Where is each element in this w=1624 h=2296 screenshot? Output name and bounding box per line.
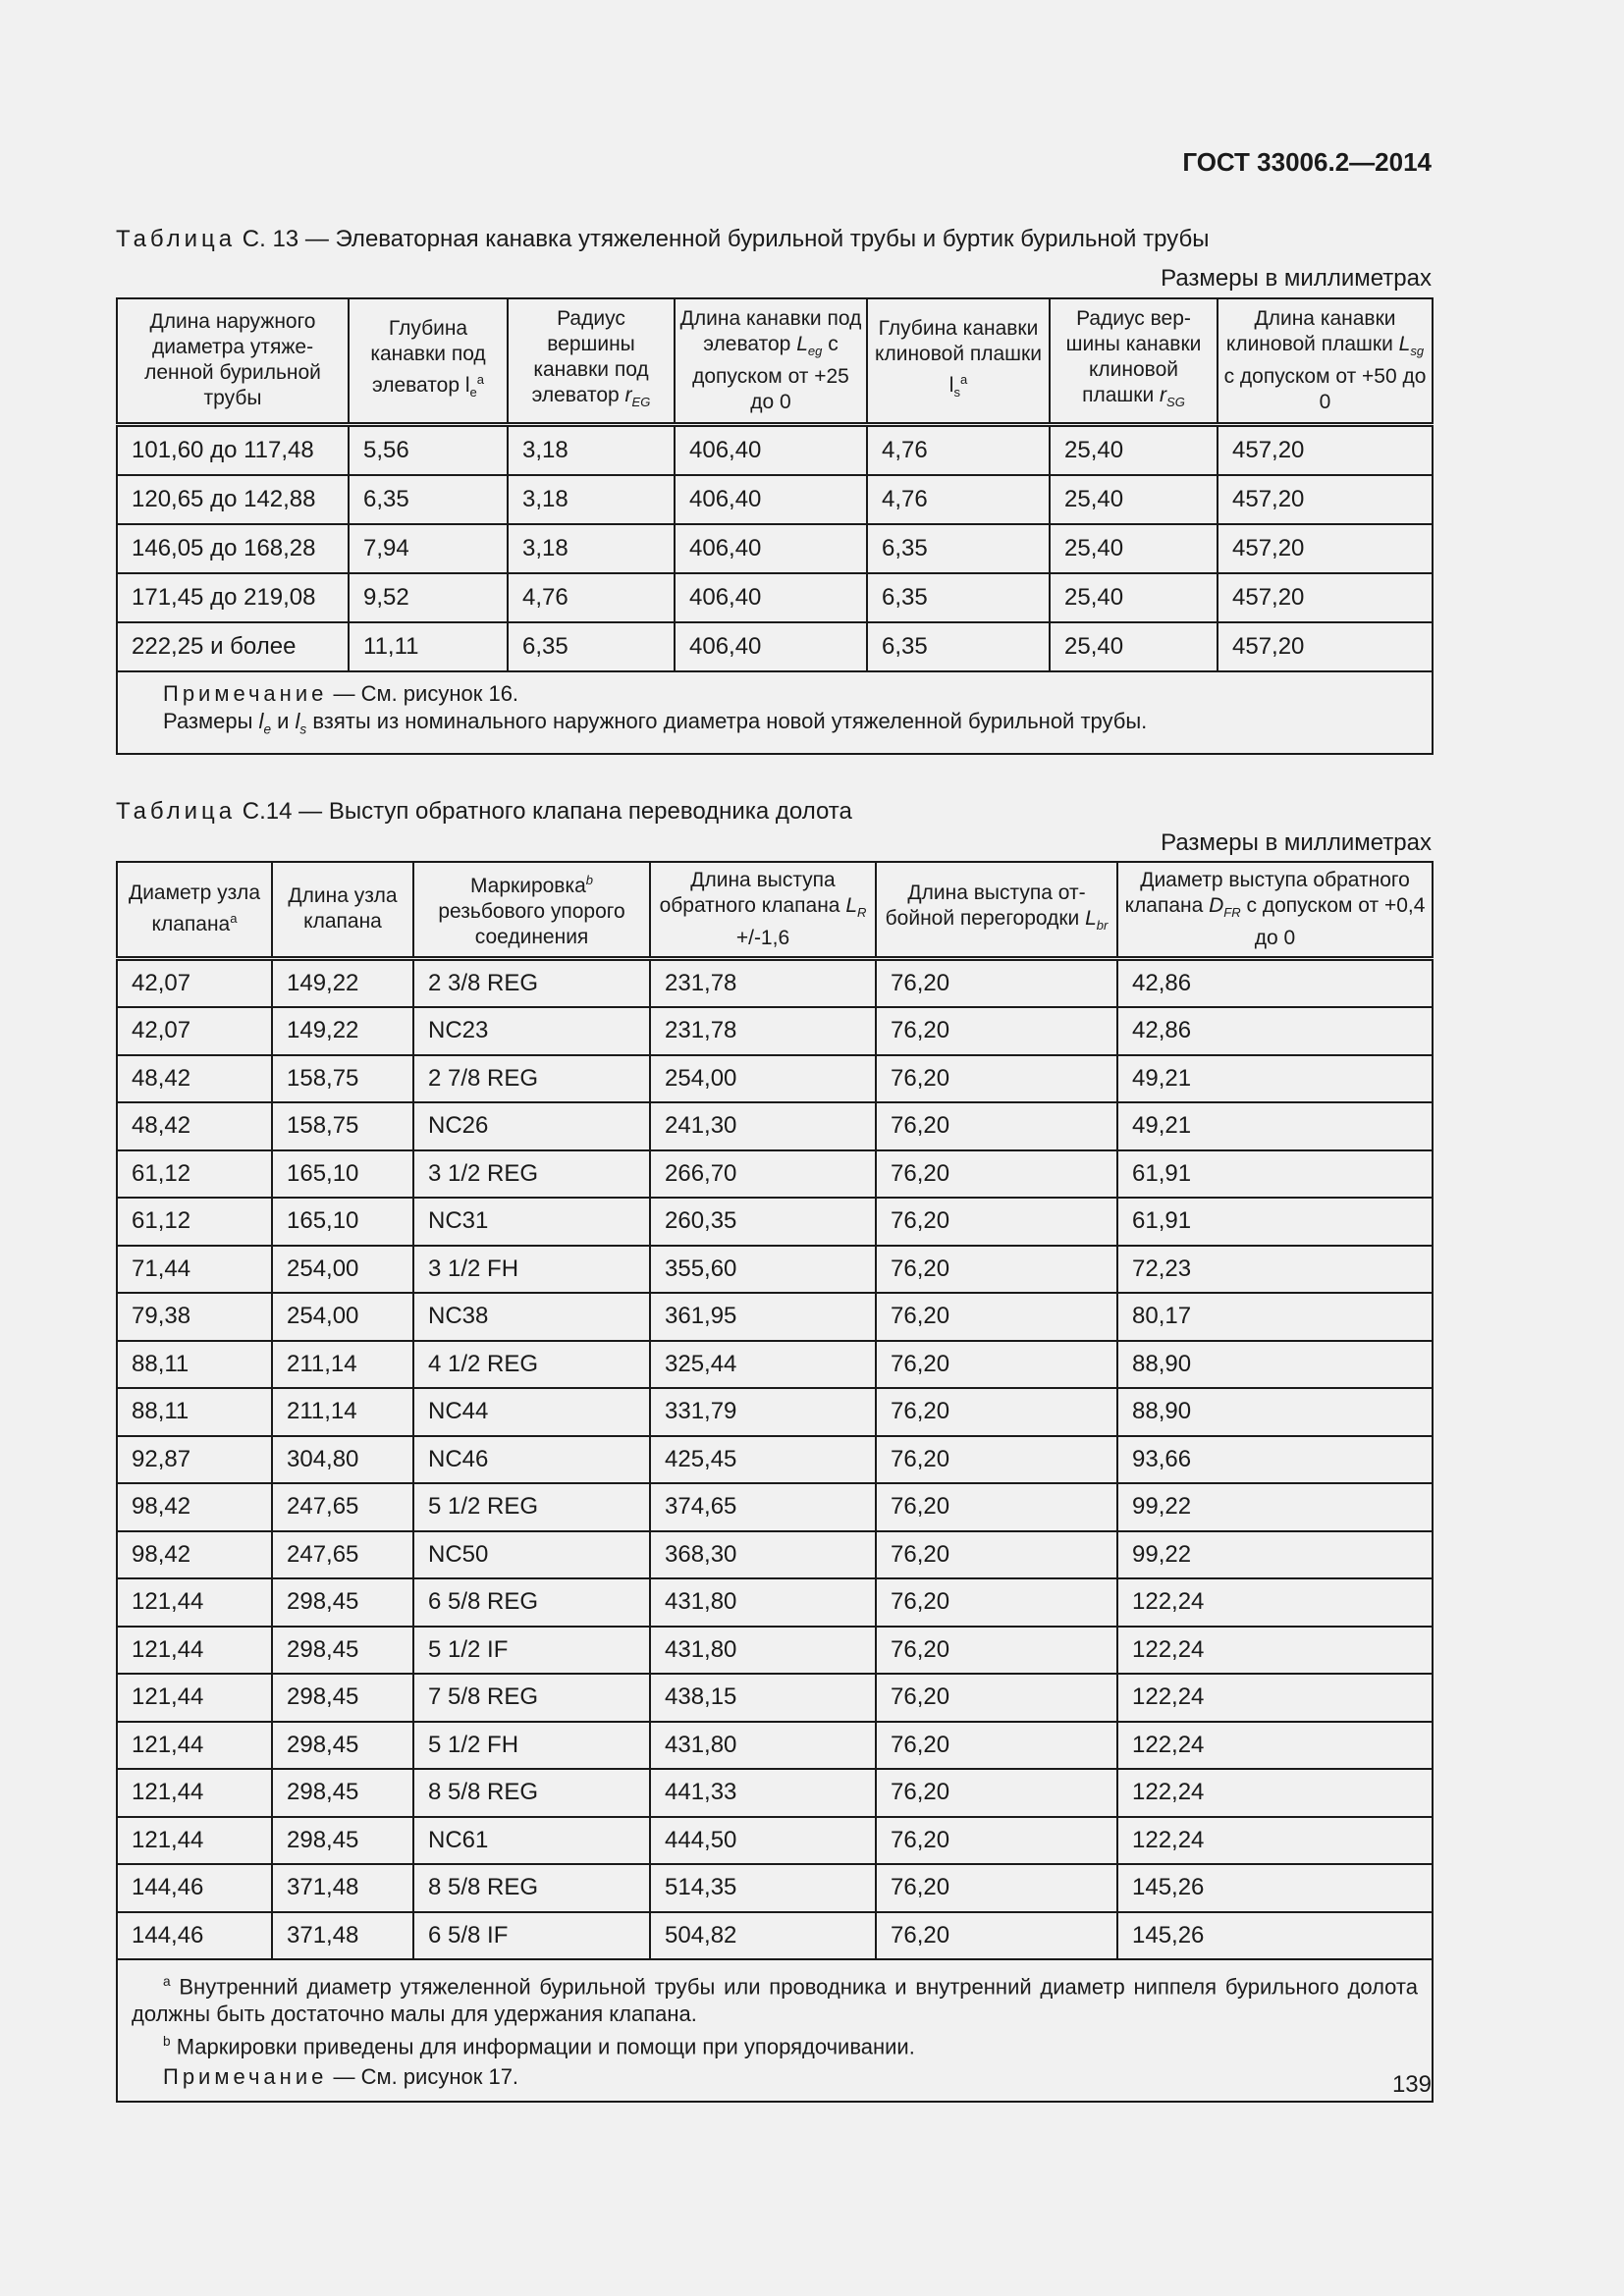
- table14-cell: 145,26: [1117, 1912, 1433, 1960]
- table13-caption: [116, 226, 1432, 253]
- table13-cell: 457,20: [1218, 622, 1433, 671]
- table14-row: [117, 1293, 1433, 1341]
- table14-cell: NC38: [413, 1293, 650, 1341]
- table13-cell: 4,76: [867, 424, 1050, 475]
- table14-cell: 80,17: [1117, 1293, 1433, 1341]
- table14-cell: 76,20: [876, 1102, 1117, 1150]
- table14-cell: NC44: [413, 1388, 650, 1436]
- table14-cell: 371,48: [272, 1864, 413, 1912]
- table13-cell: 25,40: [1050, 573, 1218, 622]
- table14-cell: 76,20: [876, 1436, 1117, 1484]
- table14-cell: 122,24: [1117, 1722, 1433, 1770]
- table14-cell: 76,20: [876, 958, 1117, 1007]
- table14-cell: 79,38: [117, 1293, 272, 1341]
- table13-cell: 3,18: [508, 475, 675, 524]
- table14-cell: 49,21: [1117, 1055, 1433, 1103]
- table14-row: [117, 1436, 1433, 1484]
- table14-row: [117, 1246, 1433, 1294]
- table14-cell: 76,20: [876, 1722, 1117, 1770]
- table14-cell: 76,20: [876, 1198, 1117, 1246]
- table14-cell: 7 5/8 REG: [413, 1674, 650, 1722]
- table13-cell: 457,20: [1218, 424, 1433, 475]
- table14-note-row: [117, 1959, 1433, 2102]
- table14-row: [117, 1055, 1433, 1103]
- table13-cell: 406,40: [675, 622, 867, 671]
- table14-header-row: [117, 862, 1433, 958]
- table14-cell: 76,20: [876, 1341, 1117, 1389]
- table14-cell: 438,15: [650, 1674, 876, 1722]
- table14-label: Таблица: [116, 798, 237, 825]
- table14-cell: 88,11: [117, 1341, 272, 1389]
- table14-title: С.14 — Выступ обратного клапана переводника долота: [242, 798, 852, 825]
- table14-header-cell: Диаметр узла клапана$^a$: [117, 862, 272, 958]
- table14-cell: 149,22: [272, 958, 413, 1007]
- table14-header-cell: Длина выступа отбойной перегородки $L_{br}$: [876, 862, 1117, 958]
- table14-cell: 122,24: [1117, 1817, 1433, 1865]
- table14-cell: NC23: [413, 1007, 650, 1055]
- table13-cell: 406,40: [675, 424, 867, 475]
- table14-cell: 441,33: [650, 1769, 876, 1817]
- table14-cell: 325,44: [650, 1341, 876, 1389]
- table14-cell: 298,45: [272, 1722, 413, 1770]
- table13-cell: 146,05 до 168,28: [117, 524, 349, 573]
- table13-row: [117, 524, 1433, 573]
- table14-note-line: Примечание — См. рисунок 17.: [163, 2063, 519, 2089]
- table14-cell: 76,20: [876, 1627, 1117, 1675]
- table13-cell: 3,18: [508, 524, 675, 573]
- table14-caption: [116, 798, 1432, 826]
- table14-cell: 48,42: [117, 1055, 272, 1103]
- table14-header-cell: Длина выступа обратного клапана $L_R +/-1,6$: [650, 862, 876, 958]
- table13-row: [117, 622, 1433, 671]
- table14-row: [117, 1531, 1433, 1579]
- table13-cell: 406,40: [675, 573, 867, 622]
- table14-row: [117, 1912, 1433, 1960]
- table13-cell: 6,35: [867, 573, 1050, 622]
- table14-cell: 298,45: [272, 1578, 413, 1627]
- table14-cell: 121,44: [117, 1627, 272, 1675]
- table13-header-cell: Длина канавки под элеватор $L_{eg}$ с допуском от +25 до 0: [675, 298, 867, 424]
- table14-header-cell: Диаметр выступа обратного клапана $D_{FR}$ с допуском от +0,4 до 0: [1117, 862, 1433, 958]
- table14-row: [117, 1817, 1433, 1865]
- table14-cell: 5 1/2 REG: [413, 1483, 650, 1531]
- table14-row: [117, 1341, 1433, 1389]
- table14-cell: 88,90: [1117, 1388, 1433, 1436]
- table14-cell: 76,20: [876, 1388, 1117, 1436]
- table14-cell: 76,20: [876, 1483, 1117, 1531]
- table14-cell: 241,30: [650, 1102, 876, 1150]
- table14-cell: 149,22: [272, 1007, 413, 1055]
- table14-cell: 260,35: [650, 1198, 876, 1246]
- table14-cell: 431,80: [650, 1722, 876, 1770]
- table13-cell: 25,40: [1050, 475, 1218, 524]
- table14-row: [117, 1864, 1433, 1912]
- table13-cell: 101,60 до 117,48: [117, 424, 349, 475]
- table13-cell: 6,35: [349, 475, 508, 524]
- table14-cell: 61,12: [117, 1150, 272, 1199]
- table14-cell: 61,91: [1117, 1150, 1433, 1199]
- table14-cell: 144,46: [117, 1912, 272, 1960]
- table13-cell: 222,25 и более: [117, 622, 349, 671]
- table14-cell: 158,75: [272, 1102, 413, 1150]
- table14-cell: 76,20: [876, 1912, 1117, 1960]
- table14-cell: 4 1/2 REG: [413, 1341, 650, 1389]
- table14-cell: 42,07: [117, 1007, 272, 1055]
- table14-cell: 165,10: [272, 1150, 413, 1199]
- table14-cell: 331,79: [650, 1388, 876, 1436]
- table14-row: [117, 1674, 1433, 1722]
- table14-row: [117, 1769, 1433, 1817]
- table13-cell: 25,40: [1050, 622, 1218, 671]
- table14-cell: 371,48: [272, 1912, 413, 1960]
- table14-cell: 211,14: [272, 1341, 413, 1389]
- table13-header-cell: Радиус вершины канавки под элеватор $r_{EG}$: [508, 298, 675, 424]
- table14-cell: 3 1/2 FH: [413, 1246, 650, 1294]
- table14-row: [117, 1627, 1433, 1675]
- table14-cell: 247,65: [272, 1531, 413, 1579]
- table14-cell: NC61: [413, 1817, 650, 1865]
- table13-cell: 25,40: [1050, 424, 1218, 475]
- table13-cell: 6,35: [867, 524, 1050, 573]
- table14-cell: 6 5/8 REG: [413, 1578, 650, 1627]
- table13-row: [117, 573, 1433, 622]
- table13-cell: 406,40: [675, 524, 867, 573]
- table14-cell: 158,75: [272, 1055, 413, 1103]
- table13-cell: 5,56: [349, 424, 508, 475]
- table13-note-line: Размеры $l_e$ и $l_s$ взяты из номинального наружного диаметра новой утяжеленной бурильной трубы.: [163, 708, 1148, 736]
- table14-cell: 211,14: [272, 1388, 413, 1436]
- table13-body: [117, 424, 1433, 671]
- table14-cell: 88,11: [117, 1388, 272, 1436]
- table14-cell: 121,44: [117, 1578, 272, 1627]
- table13-label: Таблица: [116, 226, 237, 252]
- table14-cell: 6 5/8 IF: [413, 1912, 650, 1960]
- table14-cell: 122,24: [1117, 1578, 1433, 1627]
- table14-cell: 254,00: [272, 1293, 413, 1341]
- table13-cell: 3,18: [508, 424, 675, 475]
- table14-units: Размеры в миллиметрах: [1161, 829, 1432, 856]
- table13-header-cell: Глубина канавки клиновой плашки $l_s^a$: [867, 298, 1050, 424]
- table13-cell: 6,35: [508, 622, 675, 671]
- table13-cell: 120,65 до 142,88: [117, 475, 349, 524]
- table13-cell: 457,20: [1218, 524, 1433, 573]
- table14-row: [117, 1483, 1433, 1531]
- table14-cell: 121,44: [117, 1722, 272, 1770]
- table14-cell: 76,20: [876, 1150, 1117, 1199]
- table14-cell: 425,45: [650, 1436, 876, 1484]
- table13-note-line: Примечание — См. рисунок 16.: [163, 680, 519, 706]
- table14-cell: NC50: [413, 1531, 650, 1579]
- table14: [116, 861, 1434, 2103]
- table14-row: [117, 1578, 1433, 1627]
- table14-row: [117, 1198, 1433, 1246]
- table14-cell: 8 5/8 REG: [413, 1864, 650, 1912]
- table14-cell: 298,45: [272, 1627, 413, 1675]
- table14-cell: 2 3/8 REG: [413, 958, 650, 1007]
- table14-row: [117, 1388, 1433, 1436]
- table14-cell: 76,20: [876, 1007, 1117, 1055]
- table14-cell: 99,22: [1117, 1483, 1433, 1531]
- table14-cell: 76,20: [876, 1769, 1117, 1817]
- table13-cell: 9,52: [349, 573, 508, 622]
- table14-cell: 92,87: [117, 1436, 272, 1484]
- table14-cell: 48,42: [117, 1102, 272, 1150]
- table14-cell: 61,12: [117, 1198, 272, 1246]
- document-code: ГОСТ 33006.2—2014: [1182, 147, 1432, 177]
- table14-cell: 76,20: [876, 1674, 1117, 1722]
- table13-row: [117, 475, 1433, 524]
- table14-cell: 144,46: [117, 1864, 272, 1912]
- table14-cell: 122,24: [1117, 1674, 1433, 1722]
- table14-cell: 42,07: [117, 958, 272, 1007]
- table14-cell: 231,78: [650, 1007, 876, 1055]
- table14-footnote-a: $^a$ Внутренний диаметр утяжеленной бурильной трубы или проводника и внутренний диаметр ниппеля бурильного долота должны быть достаточно малы для удержания клапана.: [132, 1974, 1418, 2027]
- table13-units: Размеры в миллиметрах: [1161, 265, 1432, 292]
- table14-cell: 49,21: [1117, 1102, 1433, 1150]
- table14-cell: 368,30: [650, 1531, 876, 1579]
- table14-cell: 431,80: [650, 1578, 876, 1627]
- table13-cell: 457,20: [1218, 475, 1433, 524]
- table14-cell: 122,24: [1117, 1769, 1433, 1817]
- table14-cell: 42,86: [1117, 1007, 1433, 1055]
- table13-header-cell: Радиус вершины канавки клиновой плашки $r_{SG}$: [1050, 298, 1218, 424]
- table14-cell: 76,20: [876, 1817, 1117, 1865]
- table14-cell: 98,42: [117, 1531, 272, 1579]
- table14-cell: 121,44: [117, 1674, 272, 1722]
- table13-header-cell: Длина канавки клиновой плашки $L_{sg}$ с допуском от +50 до 0: [1218, 298, 1433, 424]
- table14-cell: 355,60: [650, 1246, 876, 1294]
- table14-row: [117, 1150, 1433, 1199]
- table14-cell: 5 1/2 IF: [413, 1627, 650, 1675]
- table14-cell: 3 1/2 REG: [413, 1150, 650, 1199]
- table13-cell: 6,35: [867, 622, 1050, 671]
- table14-cell: 431,80: [650, 1627, 876, 1675]
- table13: [116, 297, 1434, 755]
- table14-cell: 71,44: [117, 1246, 272, 1294]
- table13-cell: 11,11: [349, 622, 508, 671]
- table14-header-cell: Маркировка$^b$ резьбового упорого соединения: [413, 862, 650, 958]
- table14-cell: 98,42: [117, 1483, 272, 1531]
- table14-cell: 76,20: [876, 1055, 1117, 1103]
- table14-cell: 247,65: [272, 1483, 413, 1531]
- table14-cell: 76,20: [876, 1246, 1117, 1294]
- table14-cell: 76,20: [876, 1293, 1117, 1341]
- table14-cell: 374,65: [650, 1483, 876, 1531]
- table14-cell: 76,20: [876, 1864, 1117, 1912]
- table13-cell: 25,40: [1050, 524, 1218, 573]
- table13-note: [117, 671, 1433, 754]
- table14-cell: NC31: [413, 1198, 650, 1246]
- table14-header-cell: Длина узла клапана: [272, 862, 413, 958]
- table14-cell: 304,80: [272, 1436, 413, 1484]
- table14-cell: NC46: [413, 1436, 650, 1484]
- table13-cell: 406,40: [675, 475, 867, 524]
- table14-cell: 76,20: [876, 1578, 1117, 1627]
- table14-cell: 8 5/8 REG: [413, 1769, 650, 1817]
- table13-header-cell: Длина наружного диаметра утяжеленной бурильной трубы: [117, 298, 349, 424]
- table13-cell: 171,45 до 219,08: [117, 573, 349, 622]
- table14-cell: 298,45: [272, 1817, 413, 1865]
- table14-cell: NC26: [413, 1102, 650, 1150]
- table13-note-row: [117, 671, 1433, 754]
- table14-row: [117, 1722, 1433, 1770]
- table14-cell: 254,00: [650, 1055, 876, 1103]
- table14-cell: 121,44: [117, 1817, 272, 1865]
- table14-cell: 99,22: [1117, 1531, 1433, 1579]
- table13-cell: 457,20: [1218, 573, 1433, 622]
- table14-cell: 93,66: [1117, 1436, 1433, 1484]
- table14-cell: 76,20: [876, 1531, 1117, 1579]
- table13-header-row: [117, 298, 1433, 424]
- table14-cell: 122,24: [1117, 1627, 1433, 1675]
- table14-cell: 514,35: [650, 1864, 876, 1912]
- table14-cell: 42,86: [1117, 958, 1433, 1007]
- table14-row: [117, 1007, 1433, 1055]
- table14-cell: 444,50: [650, 1817, 876, 1865]
- page-number: 139: [1391, 2071, 1432, 2098]
- table14-cell: 2 7/8 REG: [413, 1055, 650, 1103]
- table14-cell: 298,45: [272, 1769, 413, 1817]
- table14-footnotes: [117, 1959, 1433, 2102]
- table14-cell: 121,44: [117, 1769, 272, 1817]
- table14-cell: 298,45: [272, 1674, 413, 1722]
- table14-cell: 145,26: [1117, 1864, 1433, 1912]
- table14-cell: 165,10: [272, 1198, 413, 1246]
- table14-cell: 61,91: [1117, 1198, 1433, 1246]
- table14-row: [117, 958, 1433, 1007]
- table14-row: [117, 1102, 1433, 1150]
- table14-cell: 254,00: [272, 1246, 413, 1294]
- table14-cell: 361,95: [650, 1293, 876, 1341]
- table14-cell: 5 1/2 FH: [413, 1722, 650, 1770]
- table14-body: [117, 958, 1433, 1959]
- table14-cell: 72,23: [1117, 1246, 1433, 1294]
- table13-cell: 4,76: [867, 475, 1050, 524]
- table13-cell: 7,94: [349, 524, 508, 573]
- table14-cell: 266,70: [650, 1150, 876, 1199]
- table13-cell: 4,76: [508, 573, 675, 622]
- table14-cell: 231,78: [650, 958, 876, 1007]
- table14-cell: 504,82: [650, 1912, 876, 1960]
- table13-title: С. 13 — Элеваторная канавка утяжеленной бурильной трубы и буртик бурильной трубы: [242, 226, 1210, 252]
- table14-footnote-b: $^b$ Маркировки приведены для информации и помощи при упорядочивании.: [163, 2034, 915, 2059]
- table13-row: [117, 424, 1433, 475]
- table14-cell: 88,90: [1117, 1341, 1433, 1389]
- table13-header-cell: Глубина канавки под элеватор $l_e^a$: [349, 298, 508, 424]
